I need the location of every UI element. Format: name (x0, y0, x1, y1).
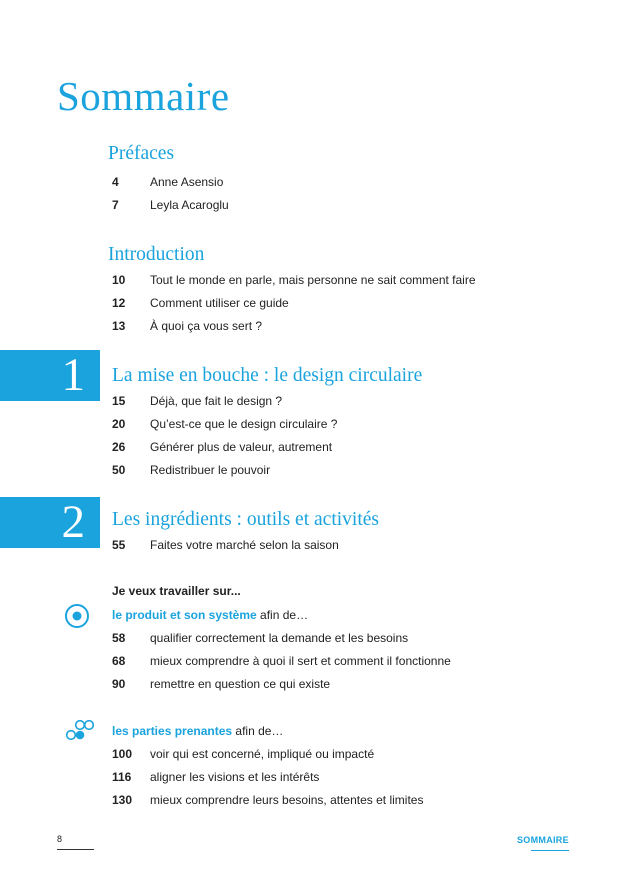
chapter-2-heading: Les ingrédients : outils et activités (112, 509, 379, 530)
chapter-number-badge: 1 (0, 350, 100, 401)
toc-entry[interactable] (112, 533, 552, 556)
toc-entry[interactable] (112, 788, 552, 811)
toc-entry[interactable] (112, 170, 552, 193)
page-number: 4 (112, 174, 119, 189)
entry-text: mieux comprendre à quoi il sert et comment il fonctionne (150, 653, 451, 668)
toc-entry[interactable] (112, 458, 552, 481)
toc-entry[interactable] (112, 626, 552, 649)
page-number: 10 (112, 272, 126, 287)
toc-entry[interactable] (112, 268, 552, 291)
entry-text: Qu’est-ce que le design circulaire ? (150, 416, 338, 431)
entry-text: Redistribuer le pouvoir (150, 462, 271, 477)
topic-suffix: afin de… (232, 724, 284, 738)
page-number: 15 (112, 393, 126, 408)
stakeholders-list (112, 742, 552, 811)
page-number: 68 (112, 653, 126, 668)
toc-entry[interactable] (112, 389, 552, 412)
entry-text: Leyla Acaroglu (150, 197, 229, 212)
prefaces-heading: Préfaces (108, 143, 175, 164)
stakeholders-topic (112, 724, 283, 738)
page-number: 130 (112, 792, 133, 807)
toc-entry[interactable] (112, 672, 552, 695)
chapter-1-heading: La mise en bouche : le design circulaire (112, 365, 423, 386)
footer-section-label: SOMMAIRE (517, 835, 569, 845)
entry-text: voir qui est concerné, impliqué ou impacté (150, 746, 375, 761)
introduction-heading: Introduction (108, 244, 205, 265)
chapter-1-list (112, 389, 552, 481)
page-number: 12 (112, 295, 126, 310)
toc-entry[interactable] (112, 314, 552, 337)
footer-page-number: 8 (57, 834, 63, 844)
toc-entry[interactable] (112, 649, 552, 672)
circles-icon (64, 719, 94, 743)
entry-text: Générer plus de valeur, autrement (150, 439, 333, 454)
toc-entry[interactable] (112, 435, 552, 458)
page-number: 20 (112, 416, 126, 431)
chapter-number-badge: 2 (0, 497, 100, 548)
product-list (112, 626, 552, 695)
toc-entry[interactable] (112, 291, 552, 314)
entry-text: Anne Asensio (150, 174, 224, 189)
footer-divider (57, 849, 94, 850)
page-number: 7 (112, 197, 119, 212)
page-number: 13 (112, 318, 126, 333)
target-icon (64, 603, 90, 629)
entry-text: mieux comprendre leurs besoins, attentes et limites (150, 792, 424, 807)
page-number: 100 (112, 746, 133, 761)
product-topic (112, 608, 308, 622)
entry-text: Déjà, que fait le design ? (150, 393, 283, 408)
entry-text: Faites votre marché selon la saison (150, 537, 339, 552)
footer-divider (531, 850, 569, 851)
topic-highlight: le produit et son système (112, 608, 257, 622)
page-number: 26 (112, 439, 126, 454)
toc-entry[interactable] (112, 765, 552, 788)
page-number: 55 (112, 537, 126, 552)
toc-entry[interactable] (112, 742, 552, 765)
entry-text: qualifier correctement la demande et les besoins (150, 630, 409, 645)
entry-text: remettre en question ce qui existe (150, 676, 331, 691)
topic-suffix: afin de… (256, 608, 309, 622)
toc-entry[interactable] (112, 412, 552, 435)
entry-text: aligner les visions et les intérêts (150, 769, 320, 784)
introduction-list (112, 268, 552, 337)
page-number: 90 (112, 676, 126, 691)
topic-highlight: les parties prenantes (112, 724, 233, 738)
page-number: 116 (112, 769, 132, 784)
toc-entry[interactable] (112, 193, 552, 216)
page-number: 50 (112, 462, 126, 477)
work-on-label: Je veux travailler sur... (112, 584, 241, 598)
chapter-2-list (112, 533, 552, 556)
entry-text: Comment utiliser ce guide (150, 295, 289, 310)
prefaces-list (112, 170, 552, 216)
page-number: 58 (112, 630, 126, 645)
entry-text: Tout le monde en parle, mais personne ne sait comment faire (150, 272, 476, 287)
page-title: Sommaire (57, 73, 230, 119)
entry-text: À quoi ça vous sert ? (150, 318, 263, 333)
